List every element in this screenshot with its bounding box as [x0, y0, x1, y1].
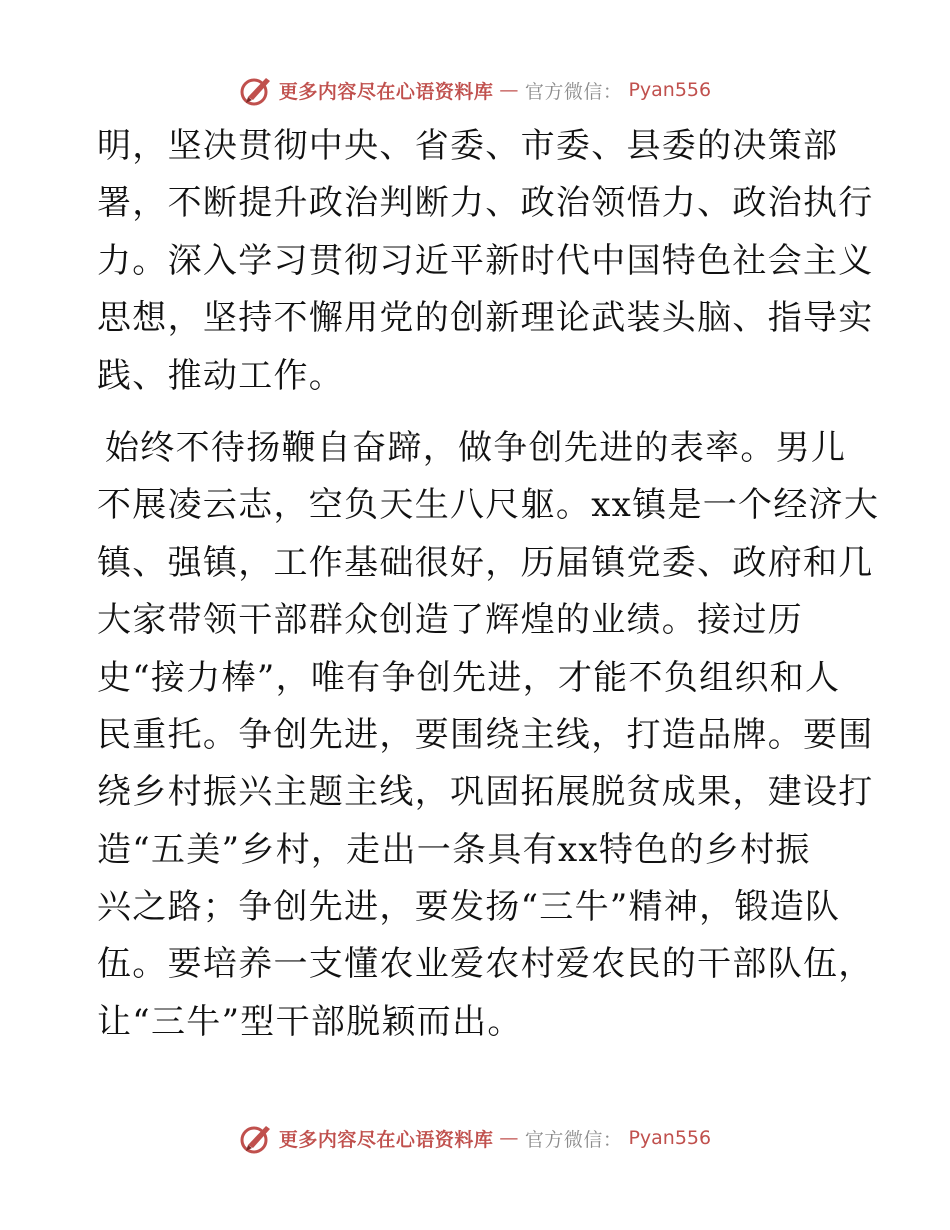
text-line: 大家带领干部群众创造了辉煌的业绩。接过历	[97, 600, 803, 641]
text-line: 践、推动工作。	[97, 355, 345, 396]
text-line: 思想，坚持不懈用党的创新理论武装头脑、指导实	[97, 298, 874, 339]
document-body	[97, 118, 880, 1051]
paragraph-spacer	[97, 405, 857, 420]
text-line: 镇、强镇，工作基础很好，历届镇党委、政府和几	[97, 542, 874, 583]
header-watermark	[0, 70, 950, 110]
text-line: 伍。要培养一支懂农业爱农村爱农民的干部队伍，	[97, 944, 874, 985]
paragraph-2	[97, 420, 880, 1051]
watermark-wechat-id: Pyan556	[628, 1127, 712, 1149]
text-line: 让“三牛”型干部脱颖而出。	[97, 1001, 523, 1042]
text-line: 始终不待扬鞭自奋蹄，做争创先进的表率。男儿	[105, 427, 847, 468]
text-line: 史“接力棒”，唯有争创先进，才能不负组织和人	[97, 657, 841, 698]
quill-pen-logo-icon	[239, 73, 273, 107]
watermark-dash: —	[499, 79, 519, 101]
watermark-wechat-id: Pyan556	[628, 79, 712, 101]
text-line: 民重托。争创先进，要围绕主线，打造品牌。要围	[97, 714, 874, 755]
watermark-label: 官方微信：	[524, 80, 623, 103]
footer-watermark	[0, 1118, 950, 1158]
watermark-dash: —	[499, 1127, 519, 1149]
watermark-main-text: 更多内容尽在心语资料库	[278, 80, 494, 103]
watermark-main-text: 更多内容尽在心语资料库	[278, 1128, 494, 1151]
text-line: 兴之路；争创先进，要发扬“三牛”精神，锻造队	[97, 887, 841, 928]
text-line: 不展凌云志，空负天生八尺躯。xx镇是一个经济大	[97, 485, 880, 526]
paragraph-1	[97, 118, 874, 405]
text-line: 明，坚决贯彻中央、省委、市委、县委的决策部	[97, 126, 839, 166]
watermark-label: 官方微信：	[524, 1128, 623, 1151]
quill-pen-logo-icon	[239, 1121, 273, 1155]
text-line: 绕乡村振兴主题主线，巩固拓展脱贫成果，建设打	[97, 772, 874, 813]
text-line: 署，不断提升政治判断力、政治领悟力、政治执行	[97, 183, 874, 224]
text-line: 造“五美”乡村，走出一条具有xx特色的乡村振	[97, 829, 811, 870]
text-line: 力。深入学习贯彻习近平新时代中国特色社会主义	[97, 240, 874, 281]
